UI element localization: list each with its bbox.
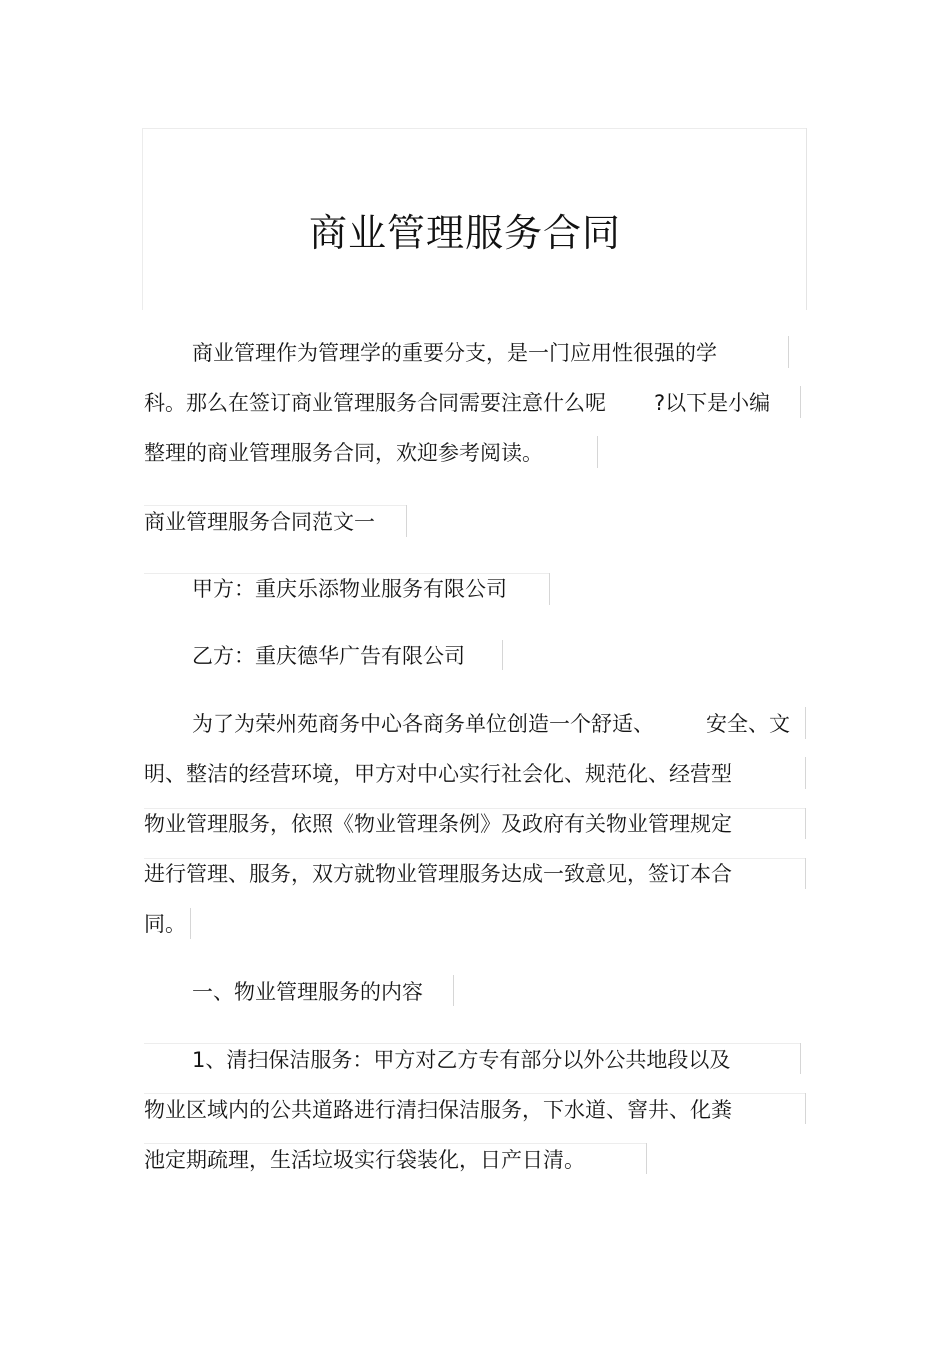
purpose-line-1: 为了为荣州苑商务中心各商务单位创造一个舒适、 安全、文 bbox=[192, 712, 790, 736]
section-title: 商业管理服务合同范文一 bbox=[144, 510, 375, 534]
party-a: 甲方：重庆乐添物业服务有限公司 bbox=[192, 577, 507, 601]
purpose-line-3: 物业管理服务，依照《物业管理条例》及政府有关物业管理规定 bbox=[144, 812, 732, 836]
purpose-line-4: 进行管理、服务，双方就物业管理服务达成一致意见，签订本合 bbox=[144, 862, 732, 886]
clause-1-line-1: 1、清扫保洁服务：甲方对乙方专有部分以外公共地段以及 bbox=[192, 1048, 731, 1072]
heading-1: 一、物业管理服务的内容 bbox=[192, 980, 423, 1004]
document-title: 商业管理服务合同 bbox=[308, 211, 621, 255]
intro-line-2: 科。那么在签订商业管理服务合同需要注意什么呢 ?以下是小编 bbox=[144, 391, 771, 415]
purpose-line-2: 明、整洁的经营环境，甲方对中心实行社会化、规范化、经营型 bbox=[144, 762, 732, 786]
clause-1-line-2: 物业区域内的公共道路进行清扫保洁服务，下水道、窨井、化粪 bbox=[144, 1098, 732, 1122]
party-b: 乙方：重庆德华广告有限公司 bbox=[192, 644, 465, 668]
intro-line-1: 商业管理作为管理学的重要分支，是一门应用性很强的学 bbox=[192, 341, 717, 365]
intro-line-3: 整理的商业管理服务合同，欢迎参考阅读。 bbox=[144, 441, 543, 465]
purpose-line-5: 同。 bbox=[144, 912, 186, 936]
clause-1-line-3: 池定期疏理，生活垃圾实行袋装化，日产日清。 bbox=[144, 1148, 585, 1172]
